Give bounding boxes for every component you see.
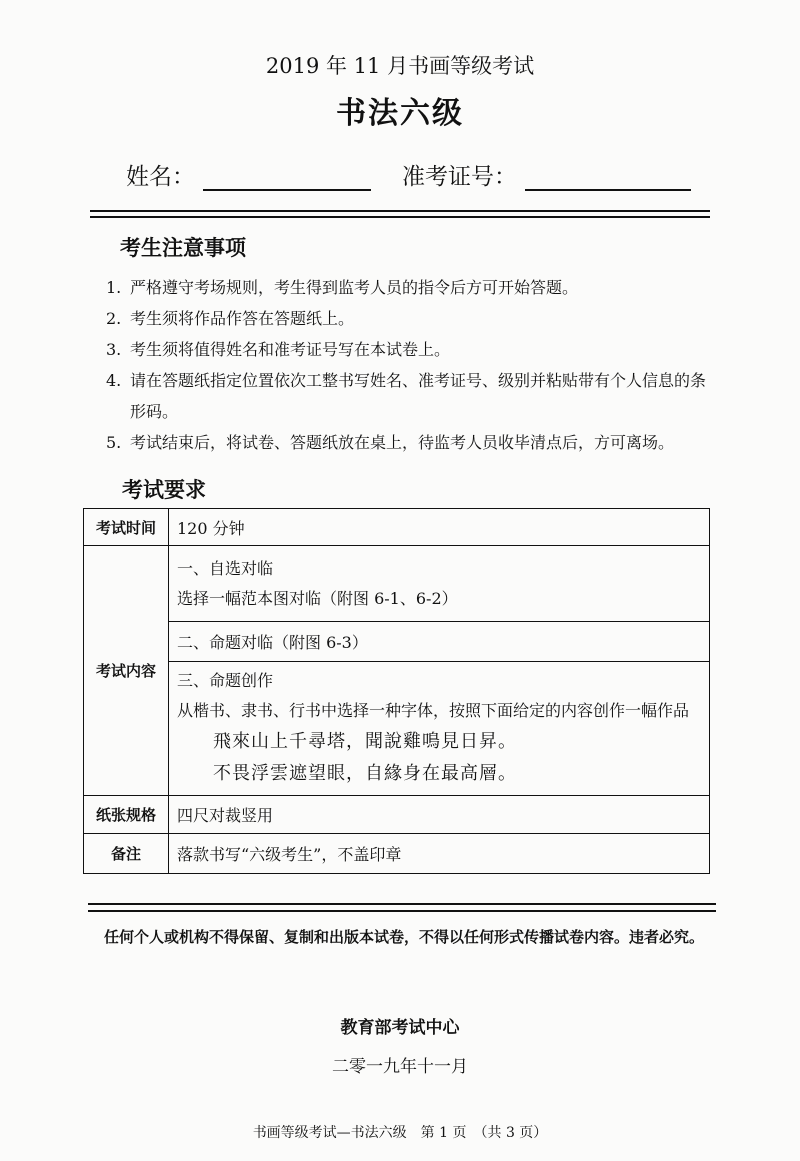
content-label: 考试内容 [84, 546, 169, 796]
part1-title: 一、自选对临 [177, 558, 274, 578]
name-blank-line [203, 167, 371, 191]
name-field [126, 158, 371, 191]
issuer: 教育部考试中心 [340, 1018, 460, 1038]
table-row [84, 662, 710, 796]
notice-item: 4. 请在答题纸指定位置依次工整书写姓名、准考证号、级别并粘贴带有个人信息的条形码。 [106, 371, 707, 421]
notices-list [106, 272, 706, 458]
exam-id-field [402, 158, 691, 191]
name-label: 姓名： [126, 164, 195, 190]
poem-line-1: 飛來山上千尋塔，聞說雞鳴見日昇。 [213, 731, 517, 752]
part1-cell [169, 546, 710, 622]
requirements-heading: 考试要求 [122, 478, 206, 502]
header-divider-top [90, 210, 710, 212]
table-row [84, 546, 710, 622]
paper-value: 四尺对裁竖用 [169, 796, 710, 834]
footer-divider-bottom [88, 910, 716, 912]
notice-item: 2. 考生须将作品作答在答题纸上。 [106, 309, 355, 328]
requirements-table [83, 508, 710, 874]
time-value: 120 分钟 [169, 509, 710, 546]
part3-description: 从楷书、隶书、行书中选择一种字体，按照下面给定的内容创作一幅作品 [177, 701, 690, 720]
notices-heading: 考生注意事项 [120, 236, 246, 260]
table-row [84, 509, 710, 546]
issue-date: 二零一九年十一月 [332, 1057, 468, 1077]
exam-id-label: 准考证号： [402, 164, 517, 190]
part2-title: 二、命题对临（附图 6-3） [169, 622, 710, 662]
time-label: 考试时间 [84, 509, 169, 546]
footer-divider-top [88, 903, 716, 905]
exam-title: 2019 年 11 月书画等级考试 [265, 54, 535, 78]
notice-item: 5. 考试结束后，将试卷、答题纸放在桌上，待监考人员收毕清点后，方可离场。 [106, 433, 675, 452]
part3-cell [169, 662, 710, 796]
remark-value: 落款书写“六级考生”，不盖印章 [169, 834, 710, 874]
paper-label: 纸张规格 [84, 796, 169, 834]
poem-line-2: 不畏浮雲遮望眼，自緣身在最高層。 [213, 763, 517, 784]
notice-item: 1. 严格遵守考场规则，考生得到监考人员的指令后方可开始答题。 [106, 278, 579, 297]
header-divider-bottom [90, 216, 710, 218]
remark-label: 备注 [84, 834, 169, 874]
table-row [84, 622, 710, 662]
part1-description: 选择一幅范本图对临（附图 6-1、6-2） [177, 588, 458, 608]
exam-id-blank-line [525, 167, 691, 191]
table-row [84, 796, 710, 834]
table-row [84, 834, 710, 874]
notice-item: 3. 考生须将值得姓名和准考证号写在本试卷上。 [106, 340, 451, 359]
subject-title: 书法六级 [336, 96, 464, 131]
page-footer: 书画等级考试—书法六级 第 1 页 （共 3 页） [252, 1125, 548, 1141]
copyright-notice: 任何个人或机构不得保留、复制和出版本试卷，不得以任何形式传播试卷内容。违者必究。 [104, 928, 705, 946]
part3-title: 三、命题创作 [177, 671, 274, 690]
